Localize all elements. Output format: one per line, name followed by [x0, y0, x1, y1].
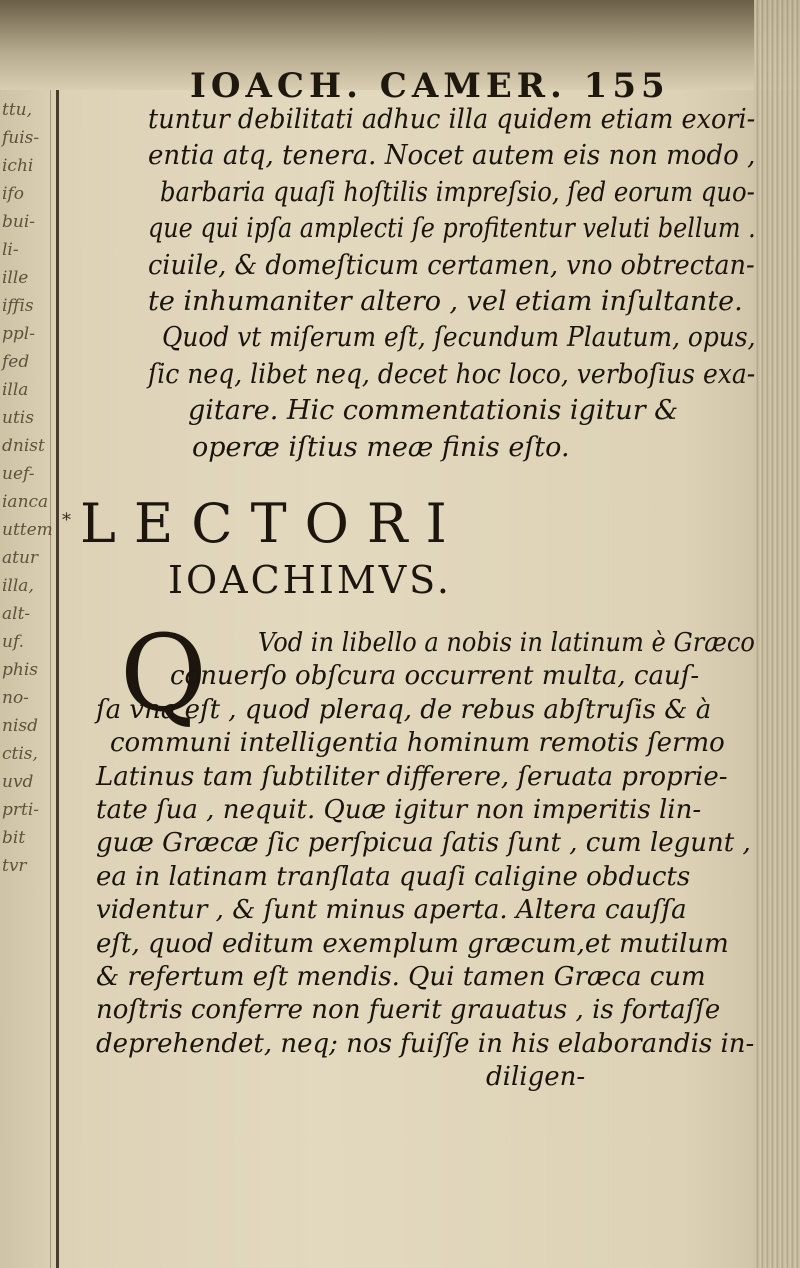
- text-line: ciuile, & domeſticum certamen, vno obtrectan-: [148, 249, 755, 281]
- text-line: gitare. Hic commentationis igitur &: [188, 395, 679, 427]
- margin-fragment: prti-: [2, 800, 40, 820]
- margin-fragment: ifo: [2, 184, 24, 204]
- margin-fragment: utis: [2, 408, 34, 428]
- margin-fragment: illa: [2, 380, 29, 400]
- margin-fragment: ctis,: [2, 744, 38, 764]
- text-line: ea in latinam tranſlata quaſi caligine obducts: [96, 861, 691, 892]
- margin-fragment: phis: [2, 660, 38, 680]
- text-line: tuntur debilitati adhuc illa quidem etiam exori-: [148, 104, 756, 135]
- text-line: tate ſua , nequit. Quæ igitur non imperitis lin-: [96, 795, 702, 825]
- margin-fragment: ianca: [2, 492, 49, 512]
- text-line: Vod in libello a nobis in latinum è Græco: [258, 628, 755, 658]
- text-line: barbaria quaſi hoſtilis impreſsio, ſed eorum quo-: [160, 176, 755, 208]
- margin-fragment: iffis: [2, 296, 34, 316]
- facing-page-margin: [0, 100, 55, 880]
- margin-fragment: nisd: [2, 716, 38, 736]
- text-line: noſtris conferre non fuerit grauatus , is fortaſſe: [96, 995, 721, 1026]
- margin-fragment: alt-: [2, 604, 31, 624]
- margin-fragment: dnist: [2, 436, 45, 456]
- text-line: communi intelligentia hominum remotis ſermo: [110, 728, 725, 759]
- text-line: que qui ipſa amplecti ſe profitentur veluti bellum .: [148, 213, 756, 245]
- section-title: LECTORI: [80, 492, 465, 555]
- text-line: & refertum eſt mendis. Qui tamen Græca cum: [96, 962, 706, 992]
- margin-fragment: fuis-: [2, 128, 40, 148]
- drop-cap: Q: [120, 612, 207, 735]
- margin-fragment: ppl-: [2, 324, 35, 344]
- text-line: ſic neq, libet neq, decet hoc loco, verboſius exa-: [148, 358, 756, 390]
- margin-fragment: bui-: [2, 212, 36, 232]
- margin-fragment: ille: [2, 268, 29, 288]
- text-line: diligen-: [486, 1062, 586, 1093]
- margin-fragment: tvr: [2, 856, 27, 876]
- text-line: Latinus tam ſubtiliter differere, ſeruata proprie-: [96, 761, 728, 792]
- page-edge-stack: [754, 0, 800, 1268]
- text-line: videntur , & ſunt minus aperta. Altera cauſſa: [96, 895, 687, 926]
- section-subtitle: IOACHIMVS.: [168, 558, 452, 602]
- ornament-mark: ⁎: [62, 504, 71, 525]
- margin-fragment: bit: [2, 828, 26, 848]
- margin-fragment: atur: [2, 548, 39, 568]
- text-line: conuerſo obſcura occurrent multa, cauſ-: [170, 661, 700, 692]
- text-line: te inhumaniter altero , vel etiam inſultante.: [148, 286, 743, 317]
- margin-fragment: uttem: [2, 520, 53, 540]
- margin-fragment: ttu,: [2, 100, 33, 120]
- text-line: entia atq, tenera. Nocet autem eis non modo ,: [148, 140, 756, 172]
- gutter-rule: [56, 90, 59, 1268]
- running-header: IOACH. CAMER. 155: [190, 66, 670, 106]
- text-line: eſt, quod editum exemplum græcum,et mutilum: [96, 928, 729, 959]
- text-line: Quod vt miſerum eſt, ſecundum Plautum, opus,: [162, 322, 756, 354]
- text-line: operæ iſtius meæ finis eſto.: [192, 431, 570, 463]
- margin-fragment: illa,: [2, 576, 34, 596]
- text-line: ſa vna eſt , quod pleraq, de rebus abſtruſis & à: [96, 694, 712, 725]
- margin-fragment: li-: [2, 240, 19, 260]
- margin-fragment: fed: [2, 352, 30, 372]
- margin-fragment: uf.: [2, 632, 25, 652]
- margin-fragment: ichi: [2, 156, 34, 176]
- margin-fragment: no-: [2, 688, 29, 708]
- margin-fragment: uef-: [2, 464, 35, 484]
- text-line: deprehendet, neq; nos fuiſſe in his elaborandis in-: [96, 1028, 755, 1059]
- margin-fragment: uvd: [2, 772, 34, 792]
- text-line: guæ Græcæ ſic perſpicua ſatis ſunt , cum legunt ,: [96, 828, 751, 859]
